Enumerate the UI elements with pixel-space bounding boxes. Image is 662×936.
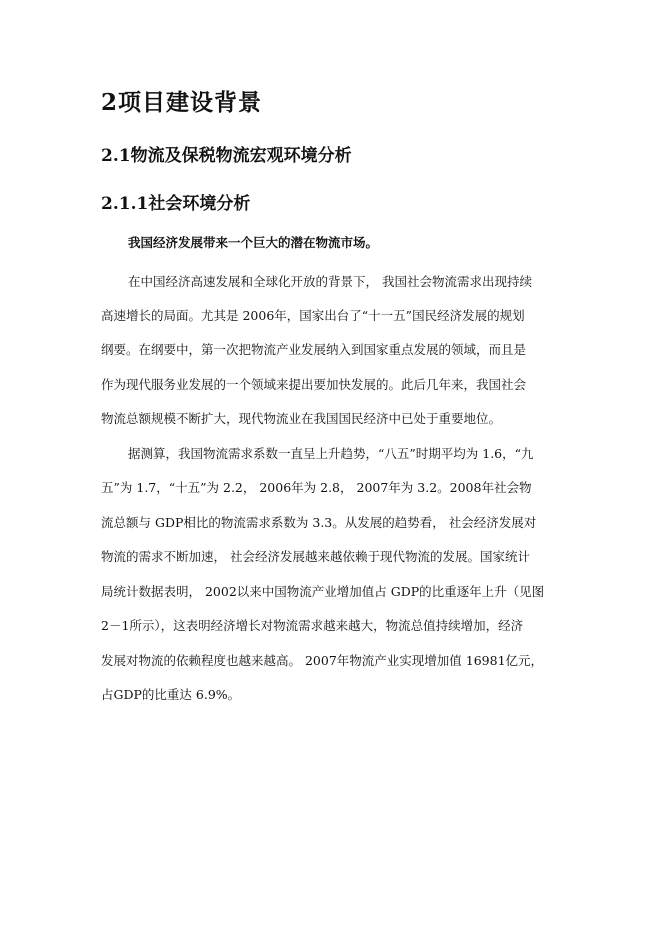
paragraph-2-line: 据测算，我国物流需求系数一直呈上升趋势，“八五”时期平均为 1.6，“九 bbox=[128, 446, 534, 461]
paragraph-2-line: 发展对物流的依赖程度也越来越高。 2007年物流产业实现增加值 16981亿元， bbox=[101, 653, 544, 668]
paragraph-1-line: 在中国经济高速发展和全球化开放的背景下， 我国社会物流需求出现持续 bbox=[128, 274, 532, 289]
section-heading: 2.1物流及保税物流宏观环境分析 bbox=[101, 146, 352, 166]
paragraph-2-line: 五”为 1.7，“十五”为 2.2， 2006年为 2.8， 2007年为 3.2。2008年社会物 bbox=[101, 480, 532, 495]
paragraph-1-line: 纲要。在纲要中，第一次把物流产业发展纳入到国家重点发展的领域，而且是 bbox=[101, 342, 527, 357]
chapter-heading: 2项目建设背景 bbox=[101, 89, 263, 116]
paragraph-2-line: 物流的需求不断加速， 社会经济发展越来越依赖于现代物流的发展。国家统计 bbox=[101, 549, 530, 564]
paragraph-2-line: 2－1所示），这表明经济增长对物流需求越来越大，物流总值持续增加，经济 bbox=[101, 618, 524, 633]
paragraph-2-line: 局统计数据表明， 2002以来中国物流产业增加值占 GDP的比重逐年上升（见图 bbox=[101, 584, 545, 599]
subsection-heading: 2.1.1社会环境分析 bbox=[101, 194, 251, 214]
paragraph-1-line: 作为现代服务业发展的一个领域来提出要加快发展的。此后几年来，我国社会 bbox=[101, 377, 527, 392]
paragraph-1-line: 高速增长的局面。尤其是 2006年，国家出台了“十一五”国民经济发展的规划 bbox=[101, 308, 525, 323]
lead-sentence: 我国经济发展带来一个巨大的潜在物流市场。 bbox=[128, 235, 379, 250]
paragraph-1-line: 物流总额规模不断扩大，现代物流业在我国国民经济中已处于重要地位。 bbox=[101, 411, 502, 426]
paragraph-2-line: 占GDP的比重达 6.9%。 bbox=[101, 687, 241, 702]
paragraph-2-line: 流总额与 GDP相比的物流需求系数为 3.3。从发展的趋势看， 社会经济发展对 bbox=[101, 515, 537, 530]
